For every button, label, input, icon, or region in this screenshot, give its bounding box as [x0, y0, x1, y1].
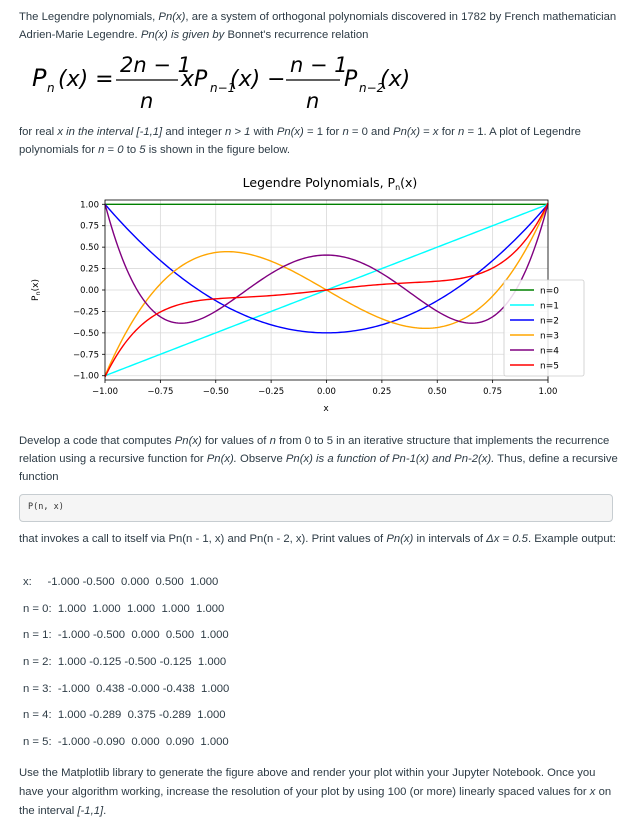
legend-label: n=1 — [540, 301, 559, 312]
inv-t2: Pn(x) — [386, 533, 414, 545]
final-paragraph — [19, 764, 619, 821]
cond-t2: x in the interval [-1,1] — [57, 126, 163, 138]
legend-label: n=0 — [540, 286, 559, 297]
dev-t4: n — [269, 435, 276, 447]
cond-t15: = 1. A plot of Legendre polynomials for — [19, 126, 581, 156]
chart-title: Legendre Polynomials, $P_n(x)$ — [242, 175, 418, 192]
eq-term1-arg: (x) − — [230, 67, 286, 92]
y-tick-label: −0.25 — [72, 307, 99, 318]
y-tick-label: −0.50 — [72, 328, 99, 339]
inv-t4: Δx = 0.5 — [486, 533, 528, 545]
cond-t6: Pn(x) — [276, 126, 304, 138]
cond-t5: with — [250, 126, 277, 138]
y-axis-label: $P_n(x)$ — [31, 279, 42, 301]
intro-pn: Pn(x) — [158, 11, 186, 23]
intro-text-2: , are a system of orthogonal polynomials discovered in 1782 by French mathematician Adrien-Marie Legendre. — [19, 11, 617, 41]
eq-term2: P — [344, 67, 358, 92]
bonnet-recurrence-equation — [28, 50, 448, 120]
eq-term1-sub: n−1 — [210, 81, 236, 95]
cond-t19: to — [123, 144, 140, 156]
eq-lhs-sub: n — [47, 81, 55, 95]
x-tick-label: −1.00 — [91, 387, 119, 397]
chart-legend — [504, 280, 584, 376]
dev-t5: from 0 to 5 in an iterative structure that implements the recurrence relation using a recursive function for — [19, 435, 610, 465]
y-tick-label: −0.75 — [72, 350, 99, 361]
eq-num1: 2n − 1 — [120, 53, 191, 77]
x-tick-label: 0.00 — [317, 387, 336, 397]
fin-t3: on the interval — [19, 786, 612, 817]
condition-paragraph — [19, 123, 619, 159]
inv-t3: in intervals of — [413, 533, 487, 545]
develop-paragraph — [19, 432, 619, 486]
intro-text-1: The Legendre polynomials, — [19, 11, 159, 23]
cond-t20: 5 — [139, 144, 146, 156]
eq-num2: n − 1 — [290, 53, 348, 77]
x-tick-label: −0.75 — [147, 387, 174, 397]
legend-label: n=2 — [540, 316, 559, 327]
eq-lhs-arg: (x) = — [58, 67, 114, 92]
fin-t4: [-1,1] — [77, 805, 104, 817]
output-line-n2: n = 2: 1.000 -0.125 -0.500 -0.125 1.000 — [23, 656, 227, 668]
cond-t8: n — [342, 126, 349, 138]
output-line-n0: n = 0: 1.000 1.000 1.000 1.000 1.000 — [23, 603, 225, 615]
dev-t2: Pn(x) — [174, 435, 202, 447]
dev-t8: Pn(x) is a function of Pn-1(x) and Pn-2(x). — [285, 453, 495, 465]
eq-lhs-p: P — [32, 64, 47, 92]
cond-t1: for real — [19, 126, 58, 138]
x-tick-label: 0.50 — [427, 387, 447, 397]
output-line-n5: n = 5: -1.000 -0.090 0.000 0.090 1.000 — [23, 736, 229, 748]
cond-t18: 0 — [117, 144, 124, 156]
y-tick-label: 1.00 — [80, 200, 99, 211]
legend-label: n=3 — [540, 331, 559, 342]
fin-t2: x — [589, 786, 596, 798]
code-snippet — [19, 494, 613, 522]
x-tick-label: 1.00 — [538, 387, 558, 397]
cond-t12: x — [432, 126, 439, 138]
eq-term2-sub: n−2 — [359, 81, 385, 95]
intro-text-3: Bonnet's recurrence relation — [224, 29, 369, 41]
code-call: P(n, x) — [28, 502, 64, 512]
legend-label: n=5 — [540, 361, 559, 372]
cond-t7: = 1 for — [303, 126, 343, 138]
cond-t11: = — [420, 126, 433, 138]
eq-term2-arg: (x) — [380, 67, 411, 92]
cond-t16: n — [98, 144, 105, 156]
fin-t1: Use the Matplotlib library to generate the figure above and render your plot within your Jupyter Notebook. Once you have your algorithm working, increase the resolution of your plot by using 100 (or more) linearly spaced values for — [19, 767, 596, 798]
cond-t3: and integer — [162, 126, 225, 138]
y-tick-label: 0.50 — [80, 243, 99, 254]
inv-t5: . Example output: — [527, 533, 616, 545]
inv-t1: that invokes a call to itself via Pn(n - 1, x) and Pn(n - 2, x). Print values of — [19, 533, 387, 545]
y-tick-label: 0.75 — [80, 221, 99, 232]
x-axis-ticks — [92, 380, 558, 397]
dev-t6: Pn(x). — [206, 453, 237, 465]
x-tick-label: 0.25 — [372, 387, 392, 397]
x-axis-label: x — [323, 404, 329, 414]
dev-t9: Thus, define a recursive function — [19, 453, 618, 483]
cond-t17: = — [104, 144, 118, 156]
eq-den2: n — [306, 89, 320, 113]
intro-given: Pn(x) is given by — [140, 29, 225, 41]
cond-t14: n — [458, 126, 465, 138]
y-tick-label: 0.00 — [80, 286, 99, 296]
legend-label: n=4 — [540, 346, 559, 357]
y-tick-label: −1.00 — [72, 371, 99, 382]
invokes-paragraph — [19, 530, 619, 548]
cond-t21: is shown in the figure below. — [145, 144, 291, 156]
dev-t3: for values of — [201, 435, 270, 447]
output-line-n3: n = 3: -1.000 0.438 -0.000 -0.438 1.000 — [23, 683, 230, 695]
output-line-n1: n = 1: -1.000 -0.500 0.000 0.500 1.000 — [23, 629, 229, 641]
intro-paragraph — [19, 8, 619, 44]
dev-t7: Observe — [236, 453, 286, 465]
x-tick-label: 0.75 — [483, 387, 503, 397]
eq-den1: n — [140, 89, 154, 113]
x-tick-label: −0.50 — [202, 387, 229, 397]
fin-t5: . — [103, 805, 107, 817]
cond-t10: Pn(x) — [393, 126, 421, 138]
eq-term1: xP — [181, 67, 208, 92]
cond-t9: = 0 and — [348, 126, 394, 138]
y-tick-label: 0.25 — [80, 264, 99, 275]
output-line-n4: n = 4: 1.000 -0.289 0.375 -0.289 1.000 — [23, 709, 226, 721]
output-line-x: x: -1.000 -0.500 0.000 0.500 1.000 — [23, 576, 219, 588]
cond-t4: n > 1 — [225, 126, 251, 138]
dev-t1: Develop a code that computes — [19, 435, 175, 447]
legendre-chart — [20, 168, 620, 420]
cond-t13: for — [438, 126, 459, 138]
x-tick-label: −0.25 — [258, 387, 285, 397]
y-axis-ticks — [73, 200, 105, 381]
